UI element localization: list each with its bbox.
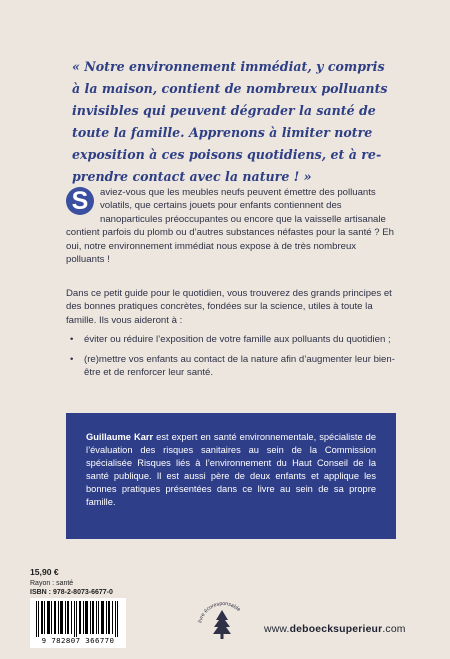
barcode-bars-icon [34, 601, 122, 637]
intro-paragraph [66, 186, 396, 266]
quote-line: toute la famille. Apprenons à limiter notre [72, 125, 373, 140]
list-item [66, 333, 398, 346]
website-suffix: .com [382, 624, 406, 635]
barcode-digits: 9 782807 366770 [41, 636, 115, 645]
barcode [30, 598, 126, 648]
rayon: Rayon : santé [30, 579, 74, 587]
back-cover-quote [72, 56, 400, 188]
quote-line: prendre contact avec la nature ! » [72, 169, 312, 184]
price: 15,90 € [30, 567, 59, 577]
publisher-website[interactable] [264, 624, 406, 635]
bullet-glyph: • [70, 353, 74, 365]
dropcap-s: S [66, 187, 94, 215]
website-brand: deboecksuperieur [289, 624, 383, 635]
author-bio: est expert en santé environnementale, spécialiste de l’évaluation des risques sanitaires au sein de la Commission spécialisée Risques liés à l’environnement du Haut Conseil de la santé publique. Il est aussi père de deux enfants et applique les bonnes pratiques présentées dans ce livre au sein de sa propre famille. [86, 432, 376, 507]
list-item-text: (re)mettre vos enfants au contact de la nature afin d’augmenter leur bien-être et de renforcer leur santé. [84, 353, 395, 379]
isbn: ISBN : 978-2-8073-6677-0 [30, 589, 113, 596]
quote-line: « Notre environnement immédiat, y compris [72, 59, 385, 74]
list-item-text: éviter ou réduire l’exposition de votre famille aux polluants du quotidien ; [84, 334, 391, 346]
author-name: Guillaume Karr [86, 432, 154, 442]
list-item [66, 353, 398, 380]
eco-label: livre écoresponsable [197, 600, 242, 624]
bullet-glyph: • [70, 334, 74, 346]
tree-icon [204, 598, 240, 643]
website-prefix: www. [264, 624, 290, 635]
author-bio-box [66, 413, 396, 539]
price-block [30, 568, 113, 598]
quote-line: exposition à ces poisons quotidiens, et à re- [72, 147, 382, 162]
guide-list [66, 333, 398, 379]
intro-text: aviez-vous que les meubles neufs peuvent émettre des polluants volatils, que certains jouets pour enfants contiennent des nanoparticules préoccupantes ou encore que la vaisselle artisanale contient parfois du plomb ou d’autres substances néfastes pour la santé ? Eh oui, notre environnement immédiat nous expose à de très nombreux polluants ! [66, 187, 394, 266]
guide-section [66, 287, 398, 385]
quote-line: invisibles qui peuvent dégrader la santé de [72, 103, 376, 118]
guide-paragraph: Dans ce petit guide pour le quotidien, vous trouverez des grands principes et des bonnes pratiques concrètes, fondées sur la science, utiles à toute la famille. Ils vous aideront à : [66, 288, 392, 326]
quote-line: à la maison, contient de nombreux polluants [72, 81, 388, 96]
